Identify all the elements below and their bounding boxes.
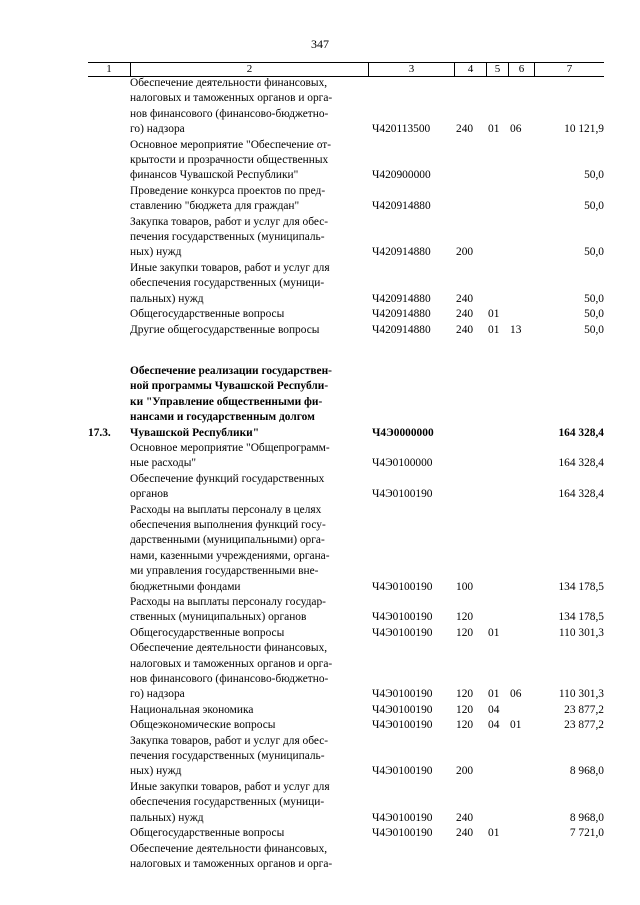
row-amount: 50,0 <box>584 200 604 213</box>
row-col-4: 240 <box>456 323 474 336</box>
row-col-5: 04 <box>488 719 500 732</box>
row-code: Ч420914880 <box>372 308 431 321</box>
row-col-5: 01 <box>488 688 500 701</box>
row-code: Ч4Э0000000 <box>372 426 434 439</box>
row-col-6: 13 <box>510 323 522 336</box>
row-code: Ч420914880 <box>372 246 431 259</box>
row-col-4: 240 <box>456 827 474 840</box>
row-col-6: 06 <box>510 123 522 136</box>
row-code: Ч420914880 <box>372 323 431 336</box>
row-name: Общегосударственные вопросы <box>130 827 285 840</box>
row-code: Ч4Э0100190 <box>372 688 433 701</box>
row-name: Расходы на выплаты персоналу в целях обеспечения выполнения функций госу- дарственными (муниципальными) орга- нами, казенными учреждениями, органа- ми управления государственными вне- бюджетными фондами <box>130 503 330 593</box>
row-name: Расходы на выплаты персоналу государ- ственных (муниципальных) органов <box>130 596 326 624</box>
row-name: Обеспечение деятельности финансовых, налоговых и таможенных органов и орга- нов финансового (финансово-бюджетно- го) надзора <box>130 642 333 701</box>
table-row <box>88 718 604 733</box>
row-amount: 7 721,0 <box>569 827 604 840</box>
header-col-6: 6 <box>508 63 534 76</box>
table-row <box>88 595 604 626</box>
table-row <box>88 842 604 873</box>
row-name: Другие общегосударственные вопросы <box>130 323 320 336</box>
table-row <box>88 184 604 215</box>
row-col-5: 01 <box>488 123 500 136</box>
row-col-4: 200 <box>456 765 474 778</box>
row-code: Ч4Э0100190 <box>372 611 433 624</box>
row-name: Иные закупки товаров, работ и услуг для обеспечения государственных (муници- пальных) нужд <box>130 780 330 824</box>
table-row <box>88 364 604 441</box>
row-col-5: 01 <box>488 323 500 336</box>
row-amount: 50,0 <box>584 169 604 182</box>
row-col-6: 06 <box>510 688 522 701</box>
row-col-5: 01 <box>488 626 500 639</box>
row-col-6: 01 <box>510 719 522 732</box>
row-col-4: 120 <box>456 611 474 624</box>
row-code: Ч4Э0100190 <box>372 488 433 501</box>
table-row <box>88 307 604 322</box>
table-header <box>88 62 604 77</box>
row-name: Общеэкономические вопросы <box>130 719 276 732</box>
row-name: Обеспечение реализации государствен- ной программы Чувашской Республи- ки "Управление общественными фи- нансами и государственным долгом Чувашской Республики" <box>130 364 332 439</box>
table-row <box>88 641 604 703</box>
table-row <box>88 780 604 826</box>
row-code: Ч420914880 <box>372 200 431 213</box>
row-name: Закупка товаров, работ и услуг для обес- печения государственных (муниципаль- ных) нужд <box>130 734 329 778</box>
row-col-5: 01 <box>488 308 500 321</box>
row-name: Основное мероприятие "Обеспечение от- крытости и прозрачности общественных финансов Чувашской Республики" <box>130 138 332 182</box>
row-amount: 110 301,3 <box>558 688 604 701</box>
table-row <box>88 215 604 261</box>
row-col-4: 120 <box>456 688 474 701</box>
row-col-4: 200 <box>456 246 474 259</box>
row-name: Основное мероприятие "Общепрограмм- ные расходы" <box>130 441 330 470</box>
table-body <box>88 76 604 872</box>
row-amount: 8 968,0 <box>569 765 604 778</box>
table-row <box>88 138 604 184</box>
row-col-4: 240 <box>456 292 474 305</box>
row-code: Ч4Э0100190 <box>372 626 433 639</box>
row-name: Общегосударственные вопросы <box>130 308 285 321</box>
row-col-4: 240 <box>456 811 474 824</box>
row-name: Обеспечение деятельности финансовых, налоговых и таможенных органов и орга- нов финансового (финансово-бюджетно- го) надзора <box>130 77 333 136</box>
table-row <box>88 261 604 307</box>
table-row <box>88 626 604 641</box>
row-code: Ч420900000 <box>372 169 431 182</box>
row-name: Иные закупки товаров, работ и услуг для обеспечения государственных (муници- пальных) нужд <box>130 261 330 305</box>
row-col-4: 120 <box>456 626 474 639</box>
row-col-4: 100 <box>456 580 474 593</box>
header-col-1: 1 <box>106 63 112 75</box>
row-name: Проведение конкурса проектов по пред- ставлению "бюджета для граждан" <box>130 184 326 213</box>
row-amount: 23 877,2 <box>564 719 604 732</box>
table-row <box>88 323 604 338</box>
row-amount: 134 178,5 <box>558 580 604 593</box>
row-amount: 50,0 <box>584 292 604 305</box>
row-col-4: 120 <box>456 719 474 732</box>
row-amount: 164 328,4 <box>558 426 604 439</box>
row-name: Обеспечение функций государственных органов <box>130 472 325 501</box>
row-number: 17.3. <box>88 426 111 439</box>
row-amount: 50,0 <box>584 308 604 321</box>
header-col-4: 4 <box>454 63 486 76</box>
row-code: Ч4Э0100190 <box>372 719 433 732</box>
row-amount: 164 328,4 <box>558 488 604 501</box>
row-code: Ч420113500 <box>372 123 431 136</box>
spacer <box>88 338 604 364</box>
row-amount: 23 877,2 <box>564 703 604 716</box>
row-amount: 50,0 <box>584 323 604 336</box>
table-row <box>88 76 604 138</box>
row-amount: 50,0 <box>584 246 604 259</box>
page-number: 347 <box>311 37 329 51</box>
row-amount: 134 178,5 <box>558 611 604 624</box>
row-amount: 110 301,3 <box>558 626 604 639</box>
row-code: Ч420914880 <box>372 292 431 305</box>
row-code: Ч4Э0100000 <box>372 457 433 470</box>
row-col-4: 120 <box>456 703 474 716</box>
row-name: Закупка товаров, работ и услуг для обес- печения государственных (муниципаль- ных) нужд <box>130 215 329 259</box>
table-row <box>88 441 604 472</box>
table-row <box>88 703 604 718</box>
table-row <box>88 503 604 595</box>
row-col-4: 240 <box>456 123 474 136</box>
row-code: Ч4Э0100190 <box>372 703 433 716</box>
row-amount: 8 968,0 <box>569 811 604 824</box>
row-amount: 164 328,4 <box>558 457 604 470</box>
table-row <box>88 734 604 780</box>
row-name: Национальная экономика <box>130 703 254 716</box>
table-row <box>88 826 604 841</box>
header-col-2: 2 <box>130 63 368 76</box>
row-amount: 10 121,9 <box>564 123 604 136</box>
row-name: Обеспечение деятельности финансовых, налоговых и таможенных органов и орга- <box>130 842 333 870</box>
row-col-4: 240 <box>456 308 474 321</box>
row-code: Ч4Э0100190 <box>372 811 433 824</box>
table-row <box>88 472 604 503</box>
header-col-5: 5 <box>486 63 508 76</box>
row-col-5: 04 <box>488 703 500 716</box>
row-name: Общегосударственные вопросы <box>130 626 285 639</box>
row-code: Ч4Э0100190 <box>372 580 433 593</box>
row-col-5: 01 <box>488 827 500 840</box>
row-code: Ч4Э0100190 <box>372 765 433 778</box>
header-col-7: 7 <box>534 63 604 76</box>
header-col-3: 3 <box>368 63 454 76</box>
row-code: Ч4Э0100190 <box>372 827 433 840</box>
